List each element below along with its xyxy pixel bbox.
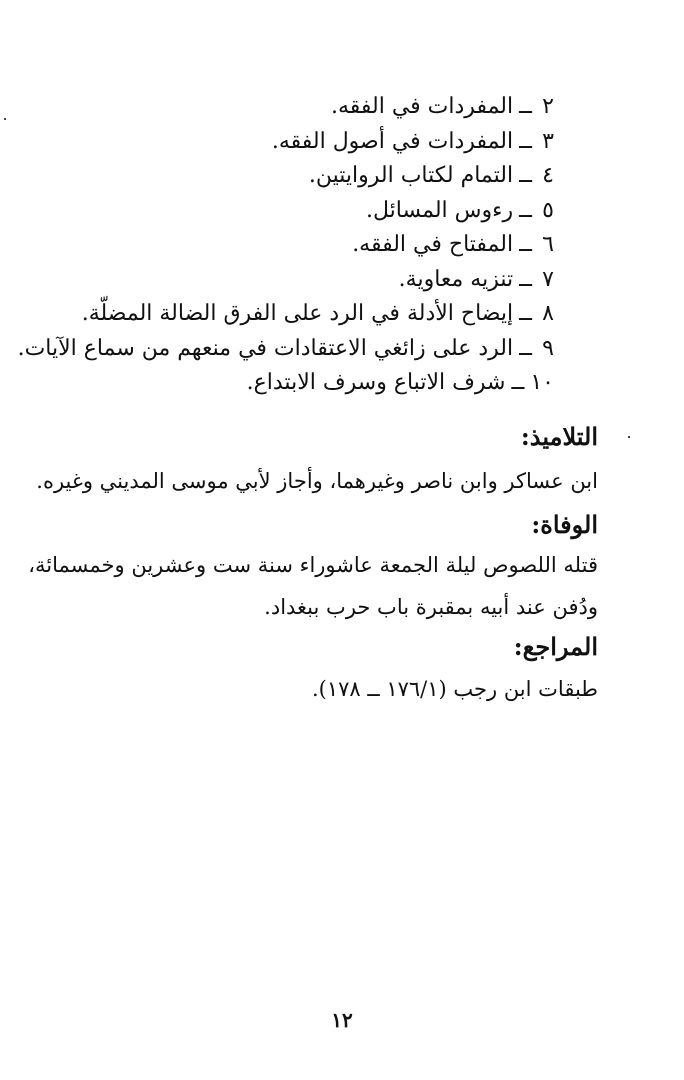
list-item xyxy=(34,228,554,263)
students-heading: التلاميذ: xyxy=(520,422,598,451)
item-dash: ــ xyxy=(519,266,532,292)
item-dash: ــ xyxy=(519,128,532,154)
references-text xyxy=(18,668,598,710)
list-item xyxy=(34,297,554,332)
death-text xyxy=(18,544,598,628)
item-number: ١٠ xyxy=(530,370,554,395)
item-number: ٣ xyxy=(542,128,554,154)
item-dash: ــ xyxy=(519,335,532,361)
item-number: ٤ xyxy=(542,163,554,188)
students-text xyxy=(18,460,598,502)
death-line-2: ودُفن عند أبيه بمقبرة باب حرب ببغداد. xyxy=(264,595,598,619)
works-list xyxy=(17,90,554,401)
references-heading: المراجع: xyxy=(513,632,598,661)
list-item xyxy=(17,332,554,367)
list-item xyxy=(34,366,554,401)
item-title: الرد على زائغي الاعتقادات في منعهم من سماع الآيات. xyxy=(17,335,514,361)
list-item xyxy=(34,90,554,125)
list-item xyxy=(34,263,554,298)
item-title: رءوس المسائل. xyxy=(366,197,514,223)
item-number: ٢ xyxy=(542,94,554,119)
item-number: ٨ xyxy=(542,301,554,326)
references-line: طبقات ابن رجب (١٧٦/١ ــ ١٧٨). xyxy=(311,677,598,701)
item-dash: ــ xyxy=(519,301,532,326)
item-number: ٧ xyxy=(542,266,554,292)
item-dash: ــ xyxy=(511,370,525,395)
item-dash: ــ xyxy=(519,163,532,188)
item-number: ٩ xyxy=(542,335,554,361)
item-title: المفردات في الفقه. xyxy=(330,94,514,119)
item-title: تنزيه معاوية. xyxy=(398,266,514,292)
page-number: ١٢ xyxy=(331,1008,353,1032)
students-line: ابن عساكر وابن ناصر وغيرهما، وأجاز لأبي موسى المديني وغيره. xyxy=(36,469,598,493)
item-dash: ــ xyxy=(519,94,532,119)
margin-mark xyxy=(628,436,630,438)
item-title: المفتاح في الفقه. xyxy=(352,232,514,257)
item-number: ٦ xyxy=(542,232,554,257)
item-title: التمام لكتاب الروايتين. xyxy=(308,163,514,188)
margin-mark xyxy=(4,118,6,120)
death-line-1: قتله اللصوص ليلة الجمعة عاشوراء سنة ست وعشرين وخمسمائة، xyxy=(28,553,598,577)
item-dash: ــ xyxy=(519,232,532,257)
item-title: شرف الاتباع وسرف الابتداع. xyxy=(246,370,506,395)
item-title: المفردات في أصول الفقه. xyxy=(271,128,514,154)
item-title: إيضاح الأدلة في الرد على الفرق الضالة المضلّة. xyxy=(81,301,514,326)
list-item xyxy=(34,194,554,229)
item-dash: ــ xyxy=(519,197,532,223)
death-heading: الوفاة: xyxy=(531,510,598,539)
item-number: ٥ xyxy=(542,197,554,223)
list-item xyxy=(34,159,554,194)
list-item xyxy=(34,125,554,160)
